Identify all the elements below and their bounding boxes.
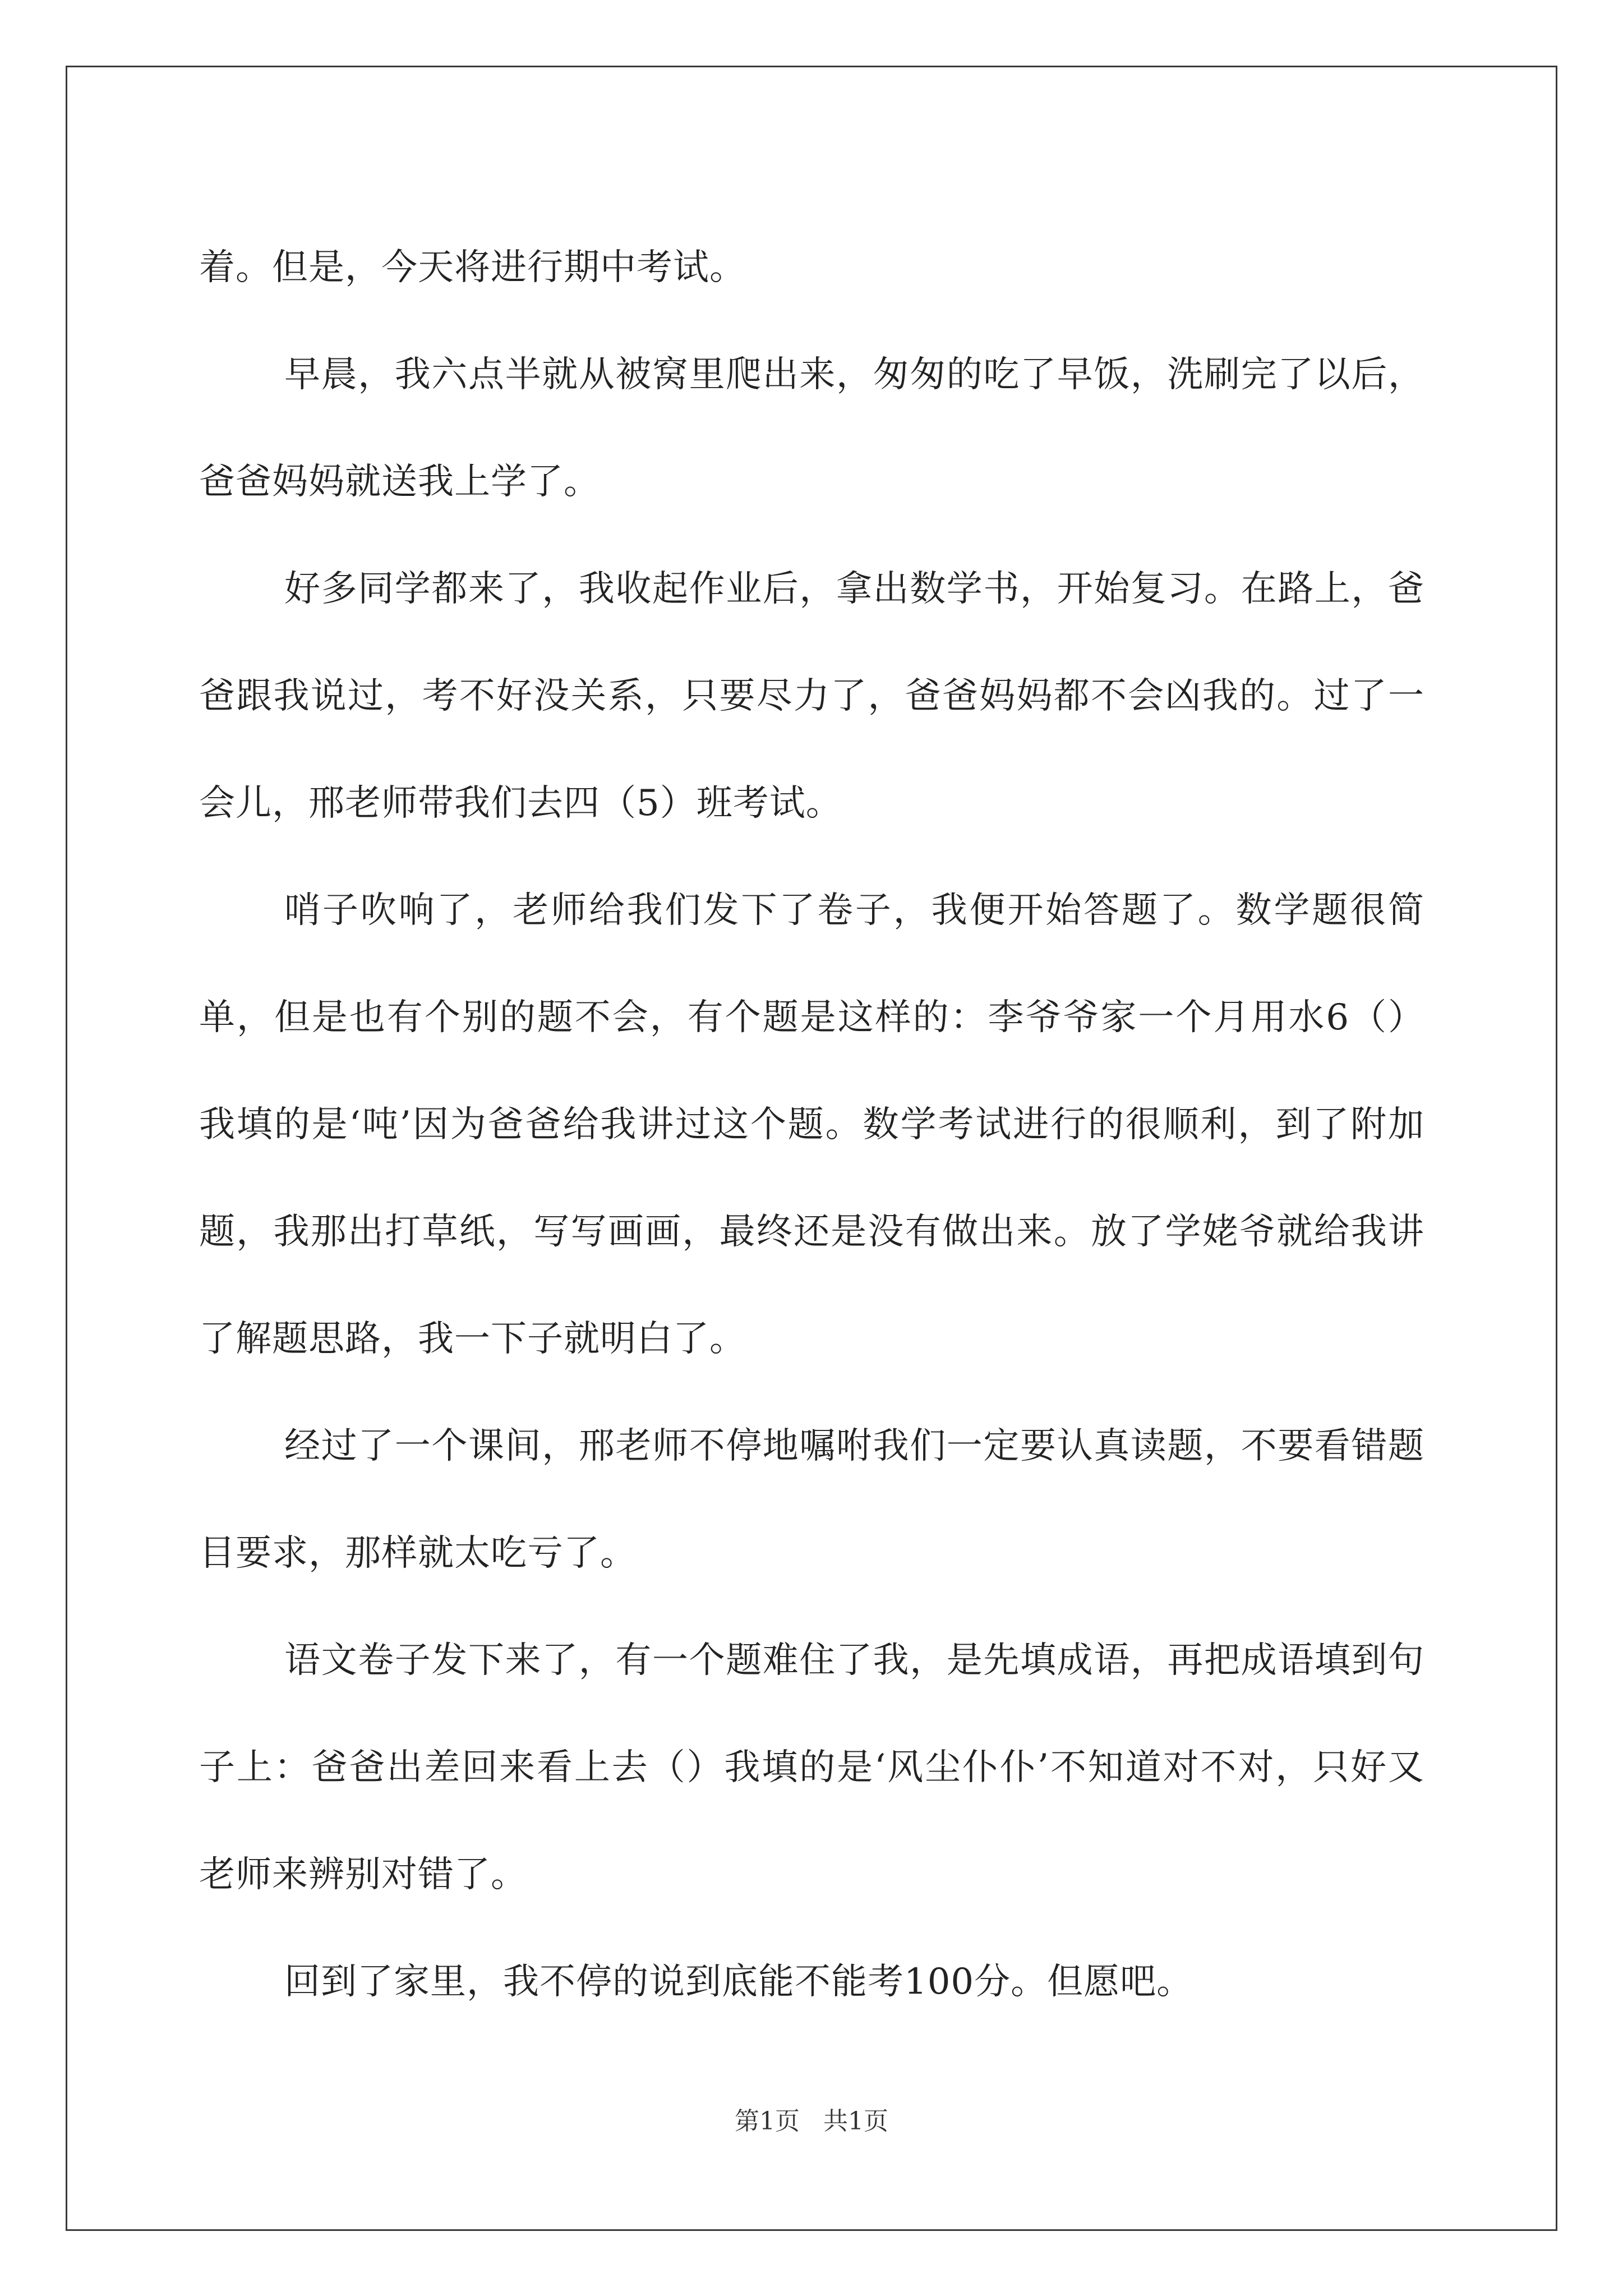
paragraph: 哨子吹响了，老师给我们发下了卷子，我便开始答题了。数学题很简单，但是也有个别的题不会，有个题是这样的：李爷爷家一个月用水6（）我填的是‘吨’因为爸爸给我讲过这个题。数学考试进行的很顺利，到了附加题，我那出打草纸，写写画画，最终还是没有做出来。放了学姥爷就给我讲了解题思路，我一下子就明白了。 [199,890,1424,1360]
page-number-footer: 第1页 共1页 [735,2107,888,2136]
paragraph: 经过了一个课间，邢老师不停地嘱咐我们一定要认真读题，不要看错题目要求，那样就太吃亏了。 [199,1425,1424,1574]
paragraph: 着。但是，今天将进行期中考试。 [199,247,746,288]
document-body [199,214,1424,2036]
paragraph: 早晨，我六点半就从被窝里爬出来，匆匆的吃了早饭，洗刷完了以后，爸爸妈妈就送我上学了。 [199,354,1424,503]
paragraph: 回到了家里，我不停的说到底能不能考100分。但愿吧。 [284,1961,1193,2003]
paragraph: 好多同学都来了，我收起作业后，拿出数学书，开始复习。在路上，爸爸跟我说过，考不好没关系，只要尽力了，爸爸妈妈都不会凶我的。过了一会儿，邢老师带我们去四（5）班考试。 [199,568,1424,824]
paragraph: 语文卷子发下来了，有一个题难住了我，是先填成语，再把成语填到句子上：爸爸出差回来看上去（）我填的是‘风尘仆仆’不知道对不对，只好又老师来辨别对错了。 [199,1640,1424,1895]
